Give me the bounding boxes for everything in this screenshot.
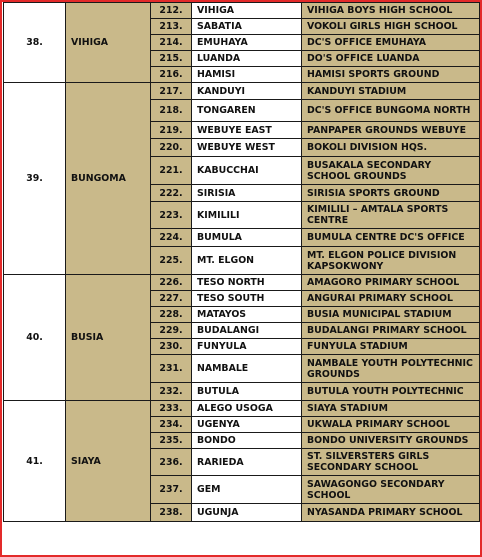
constituency-name: EMUHAYA <box>192 35 302 51</box>
constituency-name: KABUCCHAI <box>192 157 302 185</box>
venue-name: VOKOLI GIRLS HIGH SCHOOL <box>302 19 480 35</box>
venue-name: DC'S OFFICE BUNGOMA NORTH <box>302 100 480 122</box>
constituency-number: 238. <box>151 504 192 522</box>
constituency-name: WEBUYE WEST <box>192 139 302 157</box>
constituency-number: 217. <box>151 83 192 100</box>
constituency-number: 224. <box>151 229 192 247</box>
constituency-name: WEBUYE EAST <box>192 122 302 139</box>
venue-name: DC'S OFFICE EMUHAYA <box>302 35 480 51</box>
constituency-name: RARIEDA <box>192 449 302 476</box>
venue-name: ANGURAI PRIMARY SCHOOL <box>302 291 480 307</box>
county-number: 38. <box>4 3 66 83</box>
constituency-name: MATAYOS <box>192 307 302 323</box>
constituency-name: VIHIGA <box>192 3 302 19</box>
constituency-number: 232. <box>151 383 192 401</box>
constituency-number: 237. <box>151 476 192 504</box>
constituency-name: FUNYULA <box>192 339 302 355</box>
constituency-name: BUDALANGI <box>192 323 302 339</box>
constituency-number: 227. <box>151 291 192 307</box>
constituency-number: 233. <box>151 401 192 417</box>
constituency-name: ALEGO USOGA <box>192 401 302 417</box>
constituency-number: 221. <box>151 157 192 185</box>
venue-name: SIRISIA SPORTS GROUND <box>302 185 480 202</box>
county-name: BUSIA <box>66 275 151 401</box>
venue-name: NAMBALE YOUTH POLYTECHNIC GROUNDS <box>302 355 480 383</box>
constituency-name: LUANDA <box>192 51 302 67</box>
venue-name: KANDUYI STADIUM <box>302 83 480 100</box>
county-number: 40. <box>4 275 66 401</box>
venue-name: BUDALANGI PRIMARY SCHOOL <box>302 323 480 339</box>
venue-name: UKWALA PRIMARY SCHOOL <box>302 417 480 433</box>
table-body <box>4 3 480 522</box>
venue-name: SAWAGONGO SECONDARY SCHOOL <box>302 476 480 504</box>
constituency-number: 214. <box>151 35 192 51</box>
county-number: 39. <box>4 83 66 275</box>
constituency-number: 213. <box>151 19 192 35</box>
venue-name: BUSAKALA SECONDARY SCHOOL GROUNDS <box>302 157 480 185</box>
venue-name: PANPAPER GROUNDS WEBUYE <box>302 122 480 139</box>
venue-name: FUNYULA STADIUM <box>302 339 480 355</box>
constituency-name: BUTULA <box>192 383 302 401</box>
constituency-name: SIRISIA <box>192 185 302 202</box>
venue-name: KIMILILI – AMTALA SPORTS CENTRE <box>302 202 480 229</box>
constituency-number: 229. <box>151 323 192 339</box>
venue-name: MT. ELGON POLICE DIVISION KAPSOKWONY <box>302 247 480 275</box>
constituency-name: BONDO <box>192 433 302 449</box>
venue-name: BONDO UNIVERSITY GROUNDS <box>302 433 480 449</box>
venue-name: BUSIA MUNICIPAL STADIUM <box>302 307 480 323</box>
venue-name: ST. SILVERSTERS GIRLS SECONDARY SCHOOL <box>302 449 480 476</box>
county-number: 41. <box>4 401 66 522</box>
venue-name: SIAYA STADIUM <box>302 401 480 417</box>
constituency-number: 228. <box>151 307 192 323</box>
constituency-number: 222. <box>151 185 192 202</box>
constituency-number: 223. <box>151 202 192 229</box>
constituency-name: UGENYA <box>192 417 302 433</box>
constituency-number: 234. <box>151 417 192 433</box>
constituency-number: 235. <box>151 433 192 449</box>
constituency-number: 230. <box>151 339 192 355</box>
table-row <box>4 83 480 100</box>
constituency-name: HAMISI <box>192 67 302 83</box>
constituency-number: 216. <box>151 67 192 83</box>
constituency-number: 212. <box>151 3 192 19</box>
constituency-number: 231. <box>151 355 192 383</box>
county-name: VIHIGA <box>66 3 151 83</box>
table-row <box>4 401 480 417</box>
table-row <box>4 3 480 19</box>
venue-name: HAMISI SPORTS GROUND <box>302 67 480 83</box>
constituency-name: TESO SOUTH <box>192 291 302 307</box>
constituency-name: TONGAREN <box>192 100 302 122</box>
venue-name: NYASANDA PRIMARY SCHOOL <box>302 504 480 522</box>
constituency-number: 226. <box>151 275 192 291</box>
venue-name: BUTULA YOUTH POLYTECHNIC <box>302 383 480 401</box>
constituency-name: UGUNJA <box>192 504 302 522</box>
constituency-name: GEM <box>192 476 302 504</box>
constituency-number: 220. <box>151 139 192 157</box>
table-row <box>4 275 480 291</box>
constituency-number: 215. <box>151 51 192 67</box>
constituency-name: KANDUYI <box>192 83 302 100</box>
venue-name: AMAGORO PRIMARY SCHOOL <box>302 275 480 291</box>
county-name: BUNGOMA <box>66 83 151 275</box>
constituency-name: TESO NORTH <box>192 275 302 291</box>
venue-name: DO'S OFFICE LUANDA <box>302 51 480 67</box>
constituency-number: 236. <box>151 449 192 476</box>
county-name: SIAYA <box>66 401 151 522</box>
venue-name: BOKOLI DIVISION HQS. <box>302 139 480 157</box>
venue-name: BUMULA CENTRE DC'S OFFICE <box>302 229 480 247</box>
polling-venues-table <box>3 2 480 522</box>
constituency-name: SABATIA <box>192 19 302 35</box>
constituency-number: 219. <box>151 122 192 139</box>
constituency-number: 225. <box>151 247 192 275</box>
constituency-name: KIMILILI <box>192 202 302 229</box>
constituency-name: BUMULA <box>192 229 302 247</box>
constituency-number: 218. <box>151 100 192 122</box>
constituency-name: NAMBALE <box>192 355 302 383</box>
venue-name: VIHIGA BOYS HIGH SCHOOL <box>302 3 480 19</box>
constituency-name: MT. ELGON <box>192 247 302 275</box>
